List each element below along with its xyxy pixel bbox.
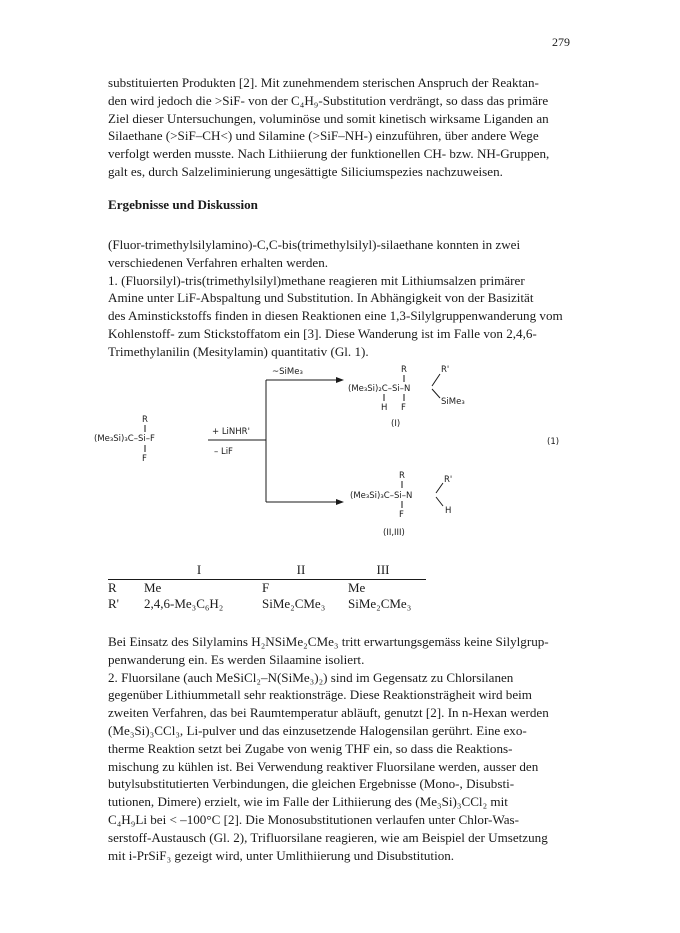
table-cell: F [262,580,348,597]
bond-line [436,483,443,493]
text-line: verfolgt werden musste. Nach Lithiierung der funktionellen CH- bzw. NH-Gruppen, [108,146,550,162]
text-line: therme Reaktion setzt bei Zugabe von wenig THF ein, so dass die Reaktions- [108,740,513,756]
table-cell: 2,4,6-Me₃C₆H₂ [144,596,224,611]
lower-f-label: F [399,510,404,520]
intro-paragraph [108,74,586,181]
substituent-table [108,561,426,612]
text-line: des Aminstickstoffs finden in diesen Reaktionen eine 1,3-Silylgruppenwanderung vom [108,308,563,324]
text-line: den wird jedoch die >SiF- von der C₄H₉-Substitution verdrängt, so dass das primäre [108,92,549,108]
table-cell: R [108,580,144,597]
text-line: verschiedenen Verfahren erhalten werden. [108,254,329,270]
start-f-label: F [142,454,147,464]
table-cell: SiMe₂CMe₃ [348,596,412,611]
text-line: Kohlenstoff- zum Stickstoffatom ein [3]. Diese Wanderung ist im Falle von 2,4,6- [108,325,537,341]
table-header-cell: I [196,562,202,577]
lower-rprime-label: R' [444,475,453,485]
text-line: 2. Fluorsilane (auch MeSiCl₂–N(SiMe₃)₂) sind im Gegensatz zu Chlorsilanen [108,669,514,685]
text-line: tutionen, Dimere) erzielt, wie im Falle der Lithiierung des (Me₃Si)₃CCl₂ mit [108,794,508,810]
table-header-cell [108,561,144,580]
bond-line [432,374,440,386]
upper-formula: (Me₃Si)₂C–Si–N [348,384,411,394]
table-header-cell: III [376,562,390,577]
upper-rprime-label: R' [441,365,450,375]
table-cell: R' [108,596,120,611]
text-line: Ziel dieser Untersuchungen, voluminöse und somit kinetisch wirksame Liganden an [108,110,549,126]
text-line: mischung zu kühlen ist. Bei Verwendung reaktiver Fluorsilane werden, ausser den [108,758,539,774]
reagent-plus: + LiNHR' [212,427,250,437]
start-formula: (Me₃Si)₃C–Si–F [94,434,155,444]
text-line: Bei Einsatz des Silylamins H₂NSiMe₂CMe₃ tritt erwartungsgemäss keine Silylgrup- [108,634,549,649]
text-line: galt es, durch Salzeliminierung ungesättigte Siliciumspezies nachzuweisen. [108,163,503,179]
arrow-head [336,377,344,383]
text-line: mit i-PrSiF₃ gezeigt wird, unter Umlithiierung und Disubstitution. [108,847,455,863]
upper-h-label: H [381,403,388,413]
text-line: substituierten Produkten [2]. Mit zunehmendem sterischen Anspruch der Reaktan- [108,75,539,90]
results-paragraph [108,236,586,361]
text-line: serstoff-Austausch (Gl. 2), Trifluorsilane reagieren, wie am Beispiel der Umsetzung [108,829,548,845]
text-line: Silaethane (>SiF–CH<) und Silamine (>SiF–NH-) einzuführen, über andere Wege [108,128,539,144]
table-header-row [108,561,426,580]
reaction-scheme [0,358,680,548]
bond-line [436,497,443,506]
body-paragraph [108,633,586,864]
text-line: (Fluor-trimethylsilylamino)-C,C-bis(trimethylsilyl)-silaethane konnten in zwei [108,237,521,252]
text-line: Amine unter LiF-Abspaltung und Substitution. In Abhängigkeit von der Basizität [108,290,534,306]
text-line: gegenüber Lithiummetall sehr reaktionsträge. Diese Reaktionsträgheit wird beim [108,687,532,703]
upper-compound-label: (I) [391,419,401,429]
text-line: zweiten Verfahren, das bei Raumtemperatur abläuft, genutzt [2]. In n-Hexan werden [108,705,549,721]
lower-r-label: R [399,471,405,481]
text-line: (Me₃Si)₃CCl₃, Li-pulver und das einzusetzende Halogensilan gerührt. Eine exo- [108,722,527,738]
equation-number: (1) [547,437,560,447]
lower-h-label: H [445,506,452,516]
text-line: 1. (Fluorsilyl)-tris(trimethylsilyl)methane reagieren mit Lithiumsalzen primärer [108,272,525,288]
reagent-minus: – LiF [214,447,233,457]
migration-label: ~SiMe₃ [272,367,303,377]
table-cell: Me [144,580,262,597]
table-cell: Me [348,580,426,597]
table-header-cell: II [296,562,306,577]
page-number: 279 [552,35,570,49]
lower-formula: (Me₃Si)₃C–Si–N [350,491,413,501]
bond-line [432,389,440,398]
table-row [108,580,426,597]
text-line: penwanderung ein. Es werden Silaamine isoliert. [108,651,365,667]
arrow-head [336,499,344,505]
lower-compound-label: (II,III) [383,528,405,538]
text-line: butylsubstitutierten Verbindungen, die gleichen Ergebnisse (Mono-, Disubsti- [108,776,515,792]
start-r-label: R [142,415,148,425]
section-heading: Ergebnisse und Diskussion [108,197,258,212]
text-line: Trimethylanilin (Mesitylamin) quantitativ (Gl. 1). [108,343,369,359]
upper-f-label: F [401,403,406,413]
upper-sime3-label: SiMe₃ [441,397,465,407]
table-row [108,596,426,612]
table-cell: SiMe₂CMe₃ [262,596,326,611]
upper-r-label: R [401,365,407,375]
text-line: C₄H₉Li bei < –100°C [2]. Die Monosubstitutionen verlaufen unter Chlor-Was- [108,811,519,827]
